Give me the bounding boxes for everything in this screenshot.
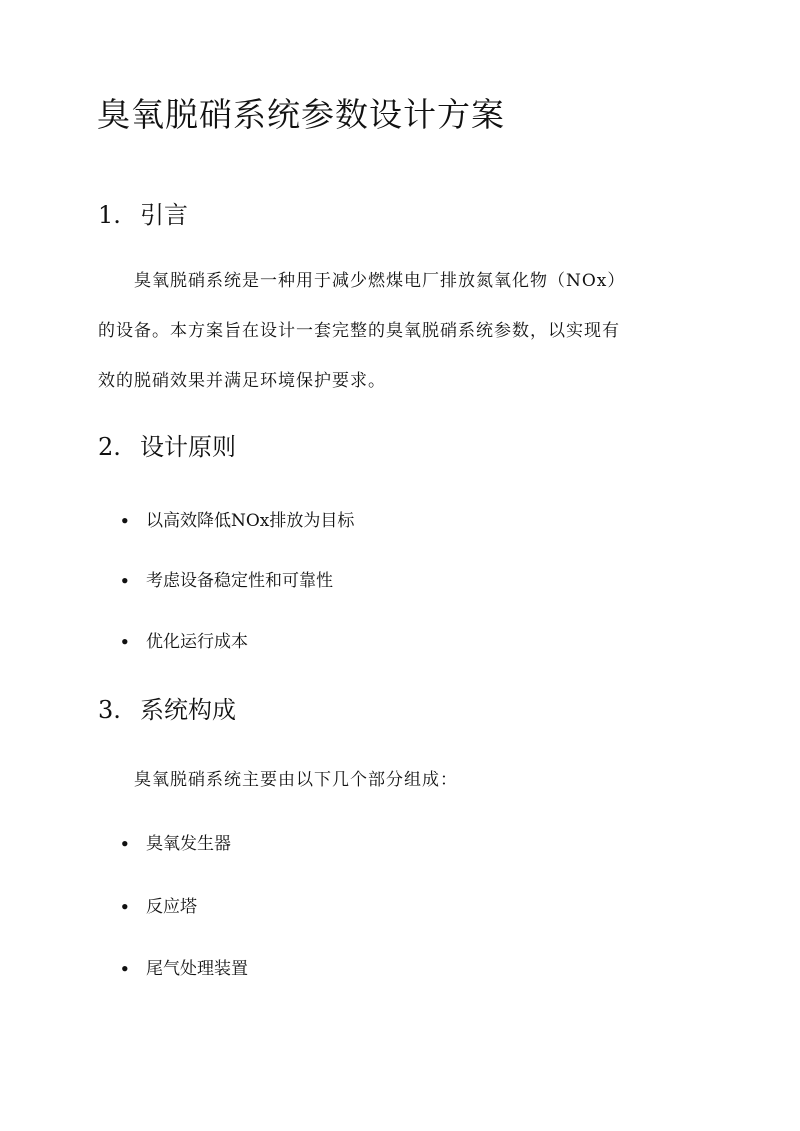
intro-paragraph-line-3: 效的脱硝效果并满足环境保护要求。 bbox=[98, 371, 386, 391]
bullet-icon: • bbox=[120, 512, 130, 530]
section-title: 设计原则 bbox=[140, 433, 236, 461]
system-composition-intro: 臭氧脱硝系统主要由以下几个部分组成： bbox=[98, 770, 458, 790]
section-title: 系统构成 bbox=[140, 696, 236, 724]
list-item-text: 考虑设备稳定性和可靠性 bbox=[146, 571, 333, 591]
section-heading-design-principles bbox=[98, 430, 236, 464]
list-item-text: 反应塔 bbox=[146, 897, 197, 917]
intro-paragraph-line-2: 的设备。本方案旨在设计一套完整的臭氧脱硝系统参数，以实现有 bbox=[98, 321, 620, 341]
section-number: 1. bbox=[98, 201, 121, 229]
section-title: 引言 bbox=[140, 201, 188, 229]
section-heading-system-composition bbox=[98, 693, 236, 727]
section-number: 3. bbox=[98, 696, 121, 724]
bullet-icon: • bbox=[120, 835, 130, 853]
component-list-item bbox=[120, 894, 197, 920]
bullet-icon: • bbox=[120, 633, 130, 651]
component-list-item bbox=[120, 831, 231, 857]
bullet-icon: • bbox=[120, 898, 130, 916]
principle-list-item bbox=[120, 508, 354, 534]
bullet-icon: • bbox=[120, 572, 130, 590]
document-title: 臭氧脱硝系统参数设计方案 bbox=[97, 95, 505, 134]
list-item-text: 臭氧发生器 bbox=[146, 834, 231, 854]
bullet-icon: • bbox=[120, 960, 130, 978]
principle-list-item bbox=[120, 568, 333, 594]
list-item-text: 以高效降低NOx排放为目标 bbox=[146, 511, 355, 531]
component-list-item bbox=[120, 956, 248, 982]
intro-paragraph-line-1: 臭氧脱硝系统是一种用于减少燃煤电厂排放氮氧化物（NOx） bbox=[98, 271, 626, 291]
section-heading-introduction bbox=[98, 198, 188, 232]
section-number: 2. bbox=[98, 433, 121, 461]
principle-list-item bbox=[120, 629, 248, 655]
list-item-text: 尾气处理装置 bbox=[146, 959, 248, 979]
list-item-text: 优化运行成本 bbox=[146, 632, 248, 652]
